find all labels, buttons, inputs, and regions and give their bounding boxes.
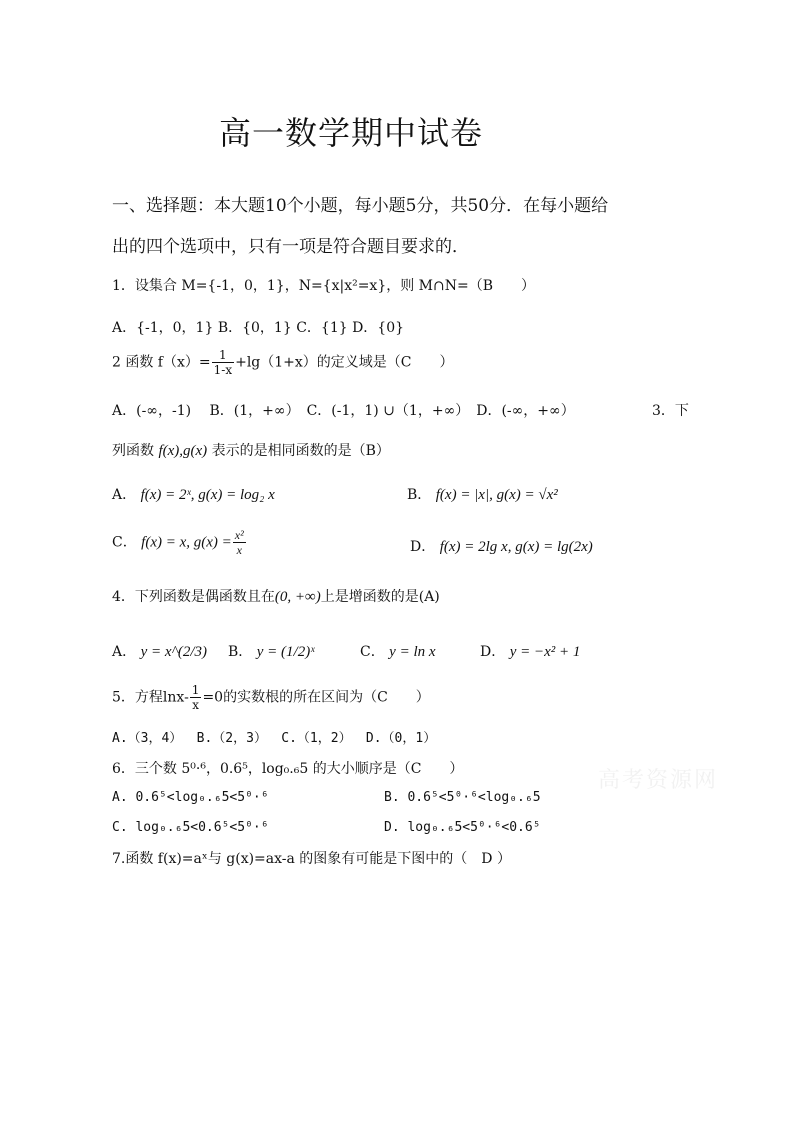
q4-option-d-math: y = −x² + 1: [509, 644, 581, 660]
question-5-options: A.（3，4） B.（2，3） C.（1，2） D.（0，1）: [112, 731, 437, 746]
question-4-stem: [112, 586, 440, 606]
q4-option-c-label: C．: [360, 644, 385, 660]
question-2-stem: [112, 348, 454, 377]
question-6-option-d: D. log₀.₆5<5⁰·⁶<0.6⁵: [384, 820, 541, 835]
question-5-prefix: 5．方程: [112, 689, 163, 706]
question-4-option-d: [480, 641, 580, 661]
option-a-label: A．: [112, 487, 137, 503]
question-2-options: A．(-∞，-1) B．(1，+∞） C．(-1，1) ∪（1，+∞） D．(-∞，+∞）: [112, 403, 575, 419]
q4-option-b-math: y = (1/2)ˣ: [256, 644, 315, 660]
question-6-option-a: A. 0.6⁵<log₀.₆5<5⁰·⁶: [112, 790, 269, 805]
option-d-label: D．: [410, 539, 436, 555]
q4-option-c-math: y = ln x: [389, 644, 436, 660]
question-5-fraction: [190, 683, 202, 712]
q4-option-b-label: B．: [228, 644, 253, 660]
question-2-fraction: [212, 348, 234, 377]
question-3-option-d: [410, 536, 593, 556]
option-c-label: C．: [112, 534, 137, 551]
question-4-option-b: [228, 641, 314, 661]
page-title: 高一数学期中试卷: [219, 114, 484, 152]
q4-option-a-label: A．: [112, 644, 137, 660]
question-6-option-c: C. log₀.₆5<0.6⁵<5⁰·⁶: [112, 820, 269, 835]
question-3-stem-math: f(x),g(x): [158, 443, 208, 459]
option-c-frac-den: x: [236, 543, 242, 557]
option-a-math: f(x) = 2ˣ, g(x) = log₂ x: [140, 487, 275, 503]
question-2-frac-den: 1-x: [213, 363, 233, 377]
question-1-options: A．{-1，0，1} B．{0，1} C．{1} D．{0}: [112, 320, 405, 336]
option-c-fraction: [233, 528, 246, 557]
q4-option-a-math: y = x^(2/3): [140, 644, 208, 660]
question-3-option-b: [407, 484, 558, 504]
question-5-frac-den: x: [192, 698, 199, 712]
option-b-math: f(x) = |x|, g(x) = √x²: [435, 487, 558, 503]
question-5-frac-num: 1: [191, 683, 200, 697]
question-1-stem: 1．设集合 M={-1，0，1}，N={x|x²=x}，则 M∩N=（B ）: [112, 278, 536, 294]
q4-option-d-label: D．: [480, 644, 506, 660]
question-6-option-b: B. 0.6⁵<5⁰·⁶<log₀.₆5: [384, 790, 541, 805]
question-3-stem-prefix: 列函数: [112, 443, 154, 459]
question-5-math-prefix: lnx-: [162, 689, 189, 706]
question-5-suffix: =0的实数根的所在区间为（C ）: [202, 689, 430, 706]
option-c-frac-num: x²: [234, 528, 244, 542]
question-2-prefix: 2 函数 f（x）=: [112, 354, 211, 371]
question-4-stem-math: (0, +∞): [274, 589, 321, 605]
question-4-option-c: [360, 641, 436, 661]
question-2-suffix: +lg（1+x）的定义域是（C ）: [235, 354, 454, 371]
question-4-stem-prefix: 4．下列函数是偶函数且在: [112, 589, 275, 605]
option-b-label: B．: [407, 487, 432, 503]
question-6-stem: 6．三个数 5⁰·⁶，0.6⁵，log₀.₆5 的大小顺序是（C ）: [112, 761, 464, 777]
question-3-start: 3．下: [652, 403, 689, 419]
question-3-stem-suffix: 表示的是相同函数的是（B）: [211, 443, 390, 459]
question-3-option-c: [112, 528, 247, 557]
question-4-stem-suffix: 上是增函数的是(A): [320, 589, 440, 605]
question-3-stem: [112, 440, 390, 460]
section-heading-line1: 一、选择题：本大题10个小题，每小题5分，共50分．在每小题给: [112, 196, 609, 216]
question-4-option-a: [112, 641, 207, 661]
question-3-option-a: [112, 484, 275, 504]
option-c-math: f(x) = x, g(x) =: [141, 534, 232, 551]
question-2-frac-num: 1: [212, 348, 234, 363]
option-d-math: f(x) = 2lg x, g(x) = lg(2x): [439, 539, 593, 555]
watermark: 高考资源网: [598, 768, 719, 793]
question-5-stem: [112, 683, 430, 712]
section-heading-line2: 出的四个选项中，只有一项是符合题目要求的．: [112, 237, 469, 257]
question-7-stem: 7.函数 f(x)=aˣ与 g(x)=ax-a 的图象有可能是下图中的（ D ）: [112, 851, 511, 867]
